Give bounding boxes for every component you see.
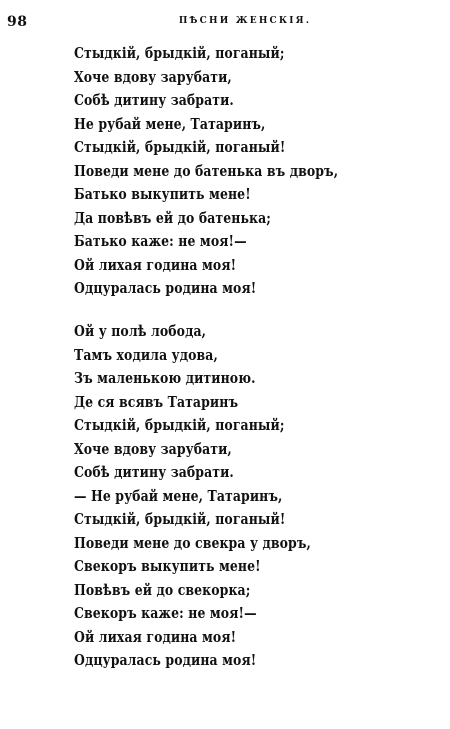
verse-line: Стыдкій, брыдкій, поганый!	[74, 511, 286, 528]
verse-line: Стыдкій, брыдкій, поганый;	[74, 417, 285, 434]
verse-line: Повѣвъ ей до свекорка;	[74, 581, 251, 599]
verse-line: Хоче вдову зарубати,	[74, 68, 232, 86]
verse-line: Да повѣвъ ей до батенька;	[74, 209, 271, 227]
verse-line: Одцуралась родина моя!	[74, 280, 257, 297]
verse-line: Собѣ дитину забрати.	[74, 464, 234, 481]
verse-line: Тамъ ходила удова,	[74, 346, 218, 364]
verse-line: Батько выкупить мене!	[74, 186, 251, 203]
verse-line: Стыдкій, брыдкій, поганый!	[74, 139, 286, 156]
running-title: ПѢСНИ ЖЕНСКІЯ.	[178, 16, 312, 26]
verse-line: Свекоръ каже: не моя!—	[74, 605, 257, 622]
verse-line: Ой лихая година моя!	[74, 628, 237, 646]
verse-line: Поведи мене до свекра у дворъ,	[74, 534, 311, 552]
verse-line: Ой лихая година моя!	[74, 256, 237, 274]
stanza-1	[74, 42, 381, 301]
verse-line: Де ся всявъ Татаринъ	[74, 393, 239, 411]
verse-line: Батько каже: не моя!—	[74, 233, 247, 250]
verse-line: Одцуралась родина моя!	[74, 652, 257, 669]
verse-line: Хоче вдову зарубати,	[74, 440, 232, 458]
page-number: 98	[7, 14, 28, 30]
verse-line: Зъ маленькою дитиною.	[74, 370, 256, 387]
verse-line: Не рубай мене, Татаринъ,	[74, 115, 266, 133]
verse-line: Ой у полѣ лобода,	[74, 323, 207, 340]
verse-line: — Не рубай мене, Татаринъ,	[74, 487, 283, 505]
verse-line: Поведи мене до батенька въ дворъ,	[74, 162, 339, 180]
verse-line: Собѣ дитину забрати.	[74, 92, 234, 109]
verse-line: Стыдкій, брыдкій, поганый;	[74, 45, 285, 62]
verse-line: Свекоръ выкупить мене!	[74, 558, 261, 575]
stanza-2	[74, 320, 349, 673]
